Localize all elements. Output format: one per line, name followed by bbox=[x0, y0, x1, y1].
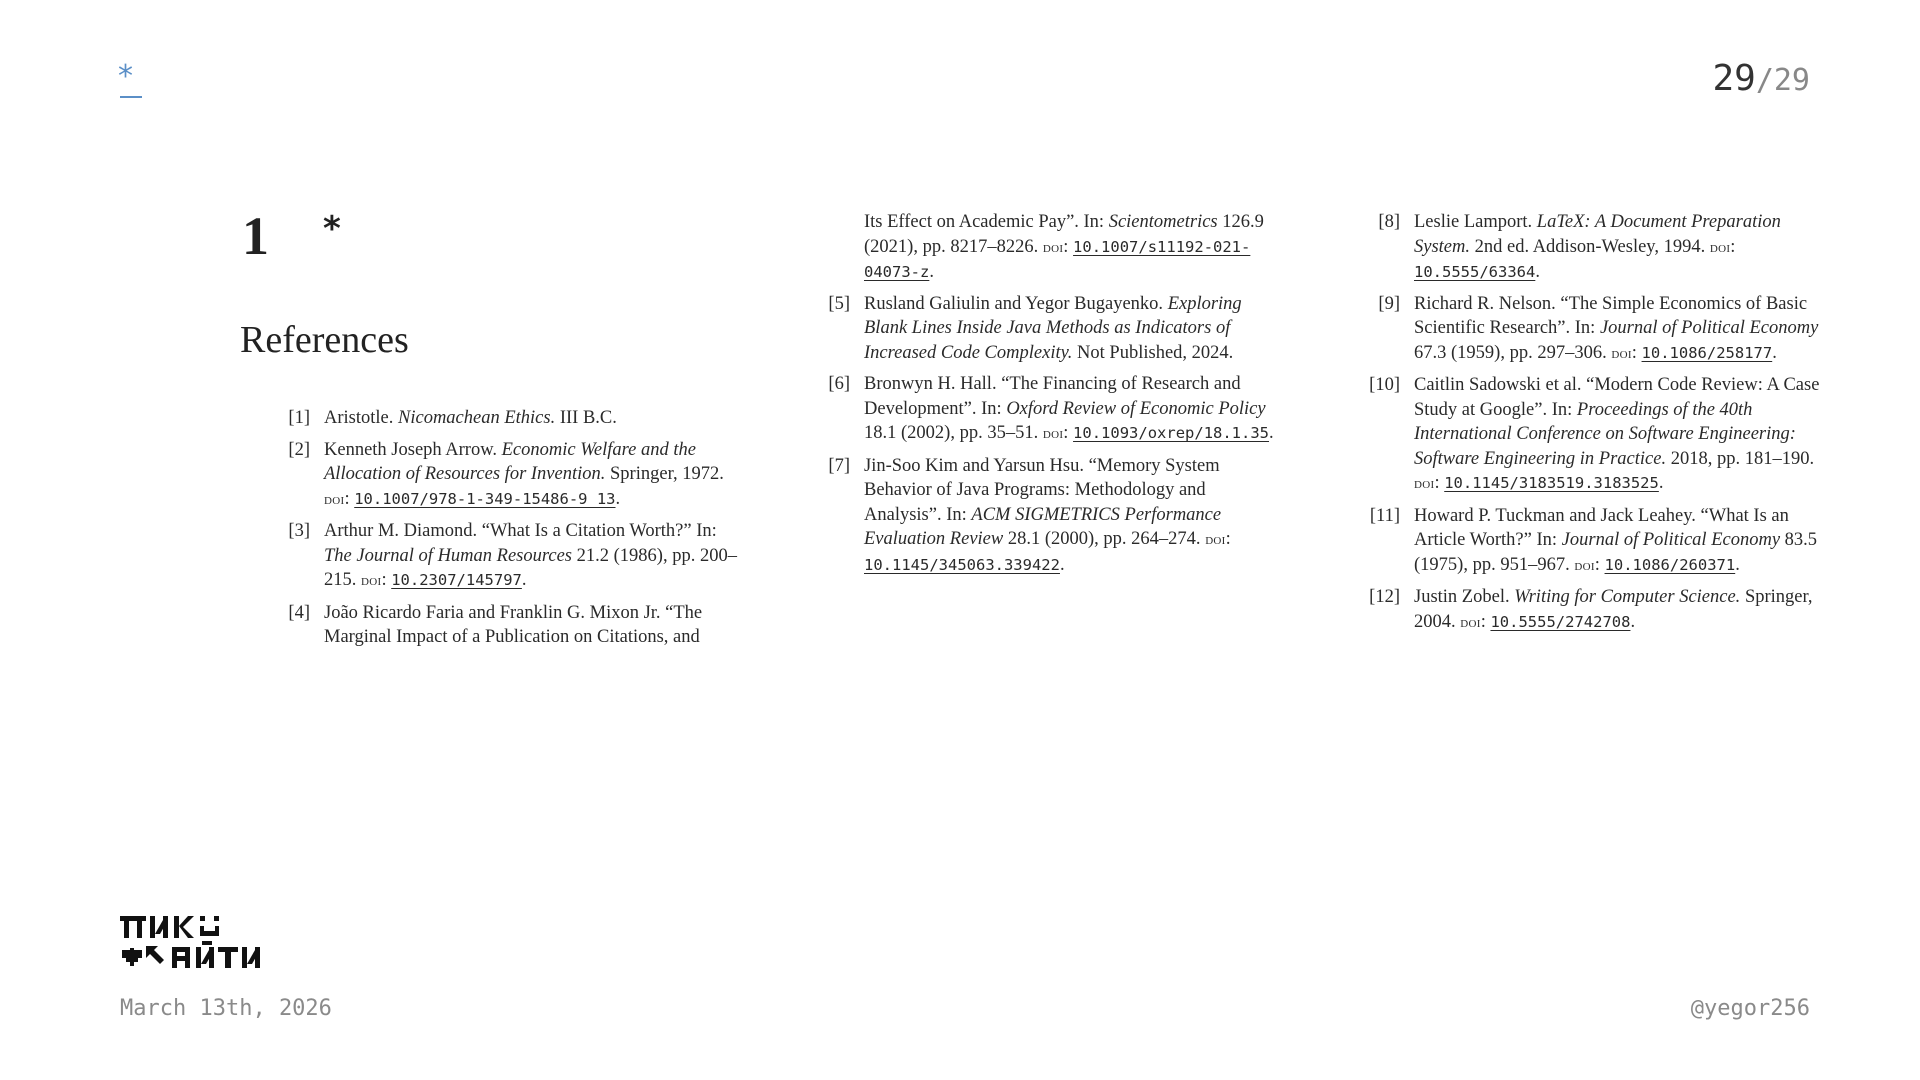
reference-item bbox=[288, 519, 740, 594]
reference-text bbox=[1414, 292, 1820, 367]
doi-label: doi bbox=[1042, 425, 1064, 442]
doi-link[interactable]: 10.2307/145797 bbox=[391, 571, 522, 589]
doi-label: doi bbox=[1611, 344, 1632, 362]
reference-segment: . bbox=[521, 570, 527, 590]
reference-segment: : bbox=[1480, 611, 1491, 632]
reference-title: Oxford Review of Economic Policy bbox=[1006, 398, 1266, 419]
reference-segment: Jin-Soo Kim and Yarsun Hsu. “Memory System Behavior of Java Programs: Methodology and Analysis”. In: bbox=[864, 455, 1220, 525]
reference-segment: . bbox=[929, 262, 934, 282]
reference-segment: . bbox=[1658, 473, 1664, 493]
reference-title: LaTeX: A Document Preparation System. bbox=[1414, 212, 1781, 257]
reference-segment: : bbox=[1063, 423, 1074, 443]
reference-segment: Its Effect on Academic Pay”. In: bbox=[864, 212, 1109, 232]
page-current: 29 bbox=[1712, 58, 1756, 99]
reference-segment: : bbox=[1730, 236, 1736, 257]
author-handle: @yegor256 bbox=[1690, 996, 1810, 1021]
reference-segment: . bbox=[615, 488, 621, 509]
reference-number: [3] bbox=[288, 521, 310, 541]
doi-label: doi bbox=[1205, 531, 1226, 548]
references-column-2 bbox=[820, 210, 1280, 584]
section-star: * bbox=[323, 209, 341, 249]
reference-item bbox=[1369, 585, 1820, 635]
doi-label: doi bbox=[1042, 238, 1064, 256]
reference-title: Journal of Political Economy bbox=[1599, 318, 1819, 338]
reference-number: [2] bbox=[288, 439, 310, 460]
reference-segment: : bbox=[344, 488, 355, 509]
reference-segment: 2nd ed. Addison-Wesley, 1994. bbox=[1470, 236, 1710, 257]
reference-number: [1] bbox=[288, 408, 310, 428]
reference-segment: Aristotle. bbox=[324, 408, 398, 428]
reference-segment: Springer, 2004. bbox=[1414, 587, 1813, 632]
reference-segment: 18.1 (2002), pp. 35–51. bbox=[864, 423, 1043, 443]
reference-segment: Leslie Lamport. bbox=[1414, 212, 1537, 232]
reference-text bbox=[324, 601, 740, 650]
reference-title: Nicomachean Ethics. bbox=[398, 408, 556, 428]
reference-segment: : bbox=[1631, 342, 1642, 363]
doi-label: doi bbox=[1414, 475, 1435, 492]
doi-label: doi bbox=[1574, 556, 1595, 574]
doi-link[interactable]: 10.5555/2742708 bbox=[1490, 612, 1631, 631]
pik-aiti-logo bbox=[120, 914, 282, 970]
reference-segment: João Ricardo Faria and Franklin G. Mixon Jr. “The Marginal Impact of a Publication on Citations, and bbox=[324, 602, 703, 647]
reference-text bbox=[864, 372, 1280, 447]
reference-text bbox=[324, 519, 740, 594]
reference-number: [10] bbox=[1369, 375, 1400, 395]
reference-segment: : bbox=[1225, 529, 1231, 549]
reference-segment: . bbox=[1269, 423, 1274, 443]
reference-segment: 126.9 (2021), pp. 8217–8226. bbox=[864, 212, 1264, 257]
reference-text bbox=[864, 292, 1280, 366]
reference-title: Journal of Political Economy bbox=[1561, 530, 1781, 550]
reference-number: [12] bbox=[1369, 587, 1400, 607]
reference-segment: : bbox=[381, 570, 392, 590]
doi-link[interactable]: 10.1086/260371 bbox=[1604, 555, 1736, 574]
doi-link[interactable]: 10.1007/s11192-021-04073-z bbox=[864, 237, 1251, 281]
reference-title: The Journal of Human Resources bbox=[324, 545, 573, 566]
reference-number: [5] bbox=[828, 293, 850, 314]
reference-text bbox=[864, 454, 1280, 578]
reference-number: [8] bbox=[1378, 212, 1400, 232]
reference-item bbox=[288, 406, 740, 431]
reference-item bbox=[828, 454, 1280, 578]
section-header bbox=[242, 205, 341, 267]
reference-item bbox=[1378, 292, 1820, 367]
reference-segment: 21.2 (1986), pp. 200–215. bbox=[324, 545, 737, 590]
doi-link[interactable]: 10.5555/63364 bbox=[1414, 263, 1536, 281]
reference-segment: 28.1 (2000), pp. 264–274. bbox=[1003, 529, 1206, 549]
reference-number: [7] bbox=[828, 455, 850, 476]
reference-segment: . bbox=[1630, 611, 1636, 632]
footer-date: March 13th, 2026 bbox=[120, 996, 332, 1021]
reference-text bbox=[324, 406, 740, 431]
reference-item bbox=[828, 372, 1280, 447]
asterisk-icon: * bbox=[118, 59, 133, 94]
reference-title: Writing for Computer Science. bbox=[1514, 587, 1741, 607]
doi-link[interactable]: 10.1093/oxrep/18.1.35 bbox=[1073, 424, 1270, 442]
reference-item bbox=[864, 210, 1280, 285]
reference-title: ACM SIGMETRICS Performance Evaluation Review bbox=[864, 504, 1222, 549]
reference-title: Scientometrics bbox=[1108, 212, 1218, 232]
reference-segment: . bbox=[1735, 554, 1740, 575]
reference-segment: Arthur M. Diamond. “What Is a Citation Worth?” In: bbox=[324, 521, 717, 541]
reference-segment: Richard R. Nelson. “The Simple Economics of Basic Scientific Research”. In: bbox=[1414, 293, 1808, 338]
doi-link[interactable]: 10.1145/345063.339422 bbox=[864, 555, 1060, 574]
doi-label: doi bbox=[1460, 613, 1481, 631]
doi-label: doi bbox=[361, 572, 382, 589]
references-column-1 bbox=[280, 406, 740, 657]
reference-segment: Not Published, 2024. bbox=[1072, 342, 1234, 363]
page-counter bbox=[1712, 58, 1810, 99]
reference-item bbox=[1369, 373, 1820, 497]
reference-segment: : bbox=[1063, 236, 1074, 257]
reference-segment: : bbox=[1434, 473, 1445, 493]
reference-segment: 83.5 (1975), pp. 951–967. bbox=[1414, 530, 1818, 575]
doi-label: doi bbox=[324, 490, 345, 508]
reference-segment: . bbox=[1059, 554, 1065, 575]
reference-segment: . bbox=[1772, 342, 1777, 363]
reference-segment: . bbox=[1535, 262, 1540, 282]
doi-label: doi bbox=[1709, 238, 1731, 256]
reference-segment: Springer, 1972. bbox=[605, 464, 724, 484]
reference-text bbox=[324, 438, 740, 513]
reference-text bbox=[1414, 504, 1820, 579]
reference-segment: Howard P. Tuckman and Jack Leahey. “What Is an Article Worth?” In: bbox=[1414, 505, 1789, 550]
reference-segment: Rusland Galiulin and Yegor Bugayenko. bbox=[864, 293, 1168, 314]
corner-mark-underline bbox=[120, 96, 142, 98]
doi-link[interactable]: 10.1007/978-1-349-15486-9_13 bbox=[354, 489, 616, 508]
reference-item bbox=[1369, 504, 1820, 579]
reference-item bbox=[288, 438, 740, 513]
page-total: 29 bbox=[1773, 63, 1810, 98]
reference-segment: Justin Zobel. bbox=[1414, 587, 1515, 607]
reference-text bbox=[864, 210, 1280, 285]
reference-number: [4] bbox=[288, 602, 310, 623]
reference-segment: : bbox=[1594, 554, 1605, 575]
reference-segment: 2018, pp. 181–190. bbox=[1666, 448, 1815, 469]
page-separator: / bbox=[1755, 63, 1774, 98]
reference-text bbox=[1414, 585, 1820, 635]
reference-text bbox=[1414, 210, 1820, 285]
section-number: 1 bbox=[242, 206, 269, 266]
reference-number: [11] bbox=[1369, 505, 1400, 526]
doi-link[interactable]: 10.1086/258177 bbox=[1641, 343, 1773, 362]
reference-item bbox=[828, 292, 1280, 366]
reference-segment: Bronwyn H. Hall. “The Financing of Research and Development”. In: bbox=[864, 374, 1241, 419]
reference-number: [6] bbox=[828, 374, 850, 394]
reference-text bbox=[1414, 373, 1820, 497]
reference-title: Economic Welfare and the Allocation of Resources for Invention. bbox=[324, 439, 696, 484]
reference-number: [9] bbox=[1378, 293, 1400, 314]
references-column-3 bbox=[1360, 210, 1820, 642]
reference-segment: Kenneth Joseph Arrow. bbox=[324, 439, 502, 460]
reference-title: Proceedings of the 40th International Conference on Software Engineering: Software Engineering in Practice. bbox=[1414, 399, 1796, 469]
reference-segment: Caitlin Sadowski et al. “Modern Code Review: A Case Study at Google”. In: bbox=[1414, 375, 1820, 420]
doi-link[interactable]: 10.1145/3183519.3183525 bbox=[1444, 474, 1659, 492]
corner-mark bbox=[118, 59, 142, 98]
reference-segment: 67.3 (1959), pp. 297–306. bbox=[1414, 342, 1612, 363]
reference-item bbox=[1378, 210, 1820, 285]
reference-title: Exploring Blank Lines Inside Java Methods as Indicators of Increased Code Complexity. bbox=[864, 293, 1242, 363]
references-heading: References bbox=[240, 319, 409, 361]
reference-segment: III B.C. bbox=[555, 408, 617, 428]
reference-item bbox=[288, 601, 740, 650]
